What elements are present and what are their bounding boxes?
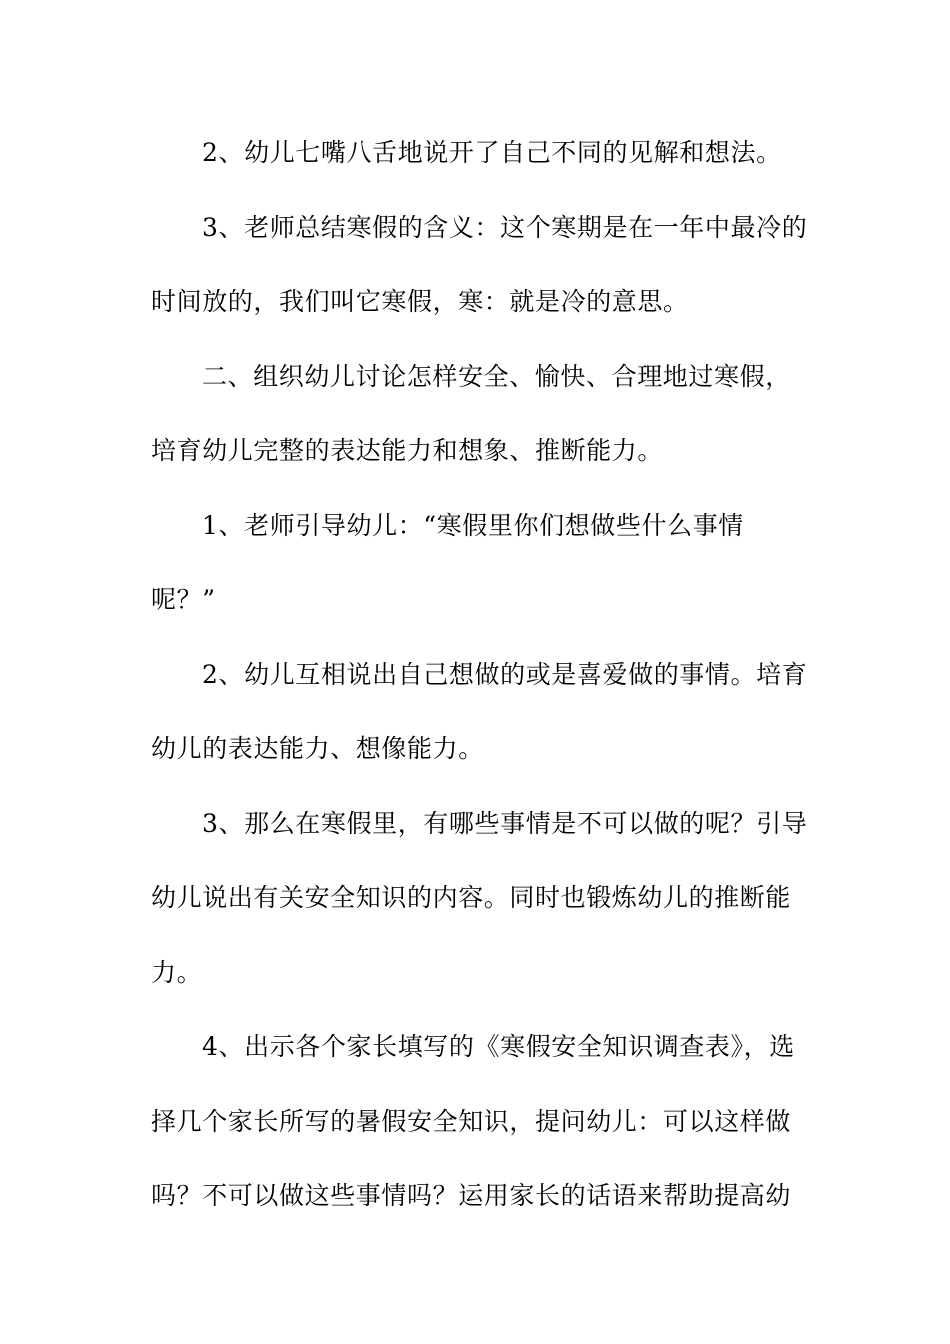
text-line: 1、老师引导幼儿：“寒假里你们想做些什么事情 [202, 510, 744, 540]
text-line: 择几个家长所写的暑假安全知识，提问幼儿：可以这样做 [151, 1106, 792, 1136]
text-line: 4、出示各个家长填写的《寒假安全知识调查表》，选 [202, 1032, 795, 1061]
text-line: 2、幼儿七嘴八舌地说开了自己不同的见解和想法。 [202, 138, 782, 167]
text-line: 3、那么在寒假里，有哪些事情是不可以做的呢？引导 [202, 808, 808, 838]
text-line: 2、幼儿互相说出自己想做的或是喜爱做的事情。培育 [202, 659, 808, 689]
text-line: 幼儿的表达能力、想像能力。 [151, 734, 484, 763]
text-line: 呢？” [151, 585, 216, 614]
document-body [151, 130, 811, 1248]
text-line: 二、组织幼儿讨论怎样安全、愉快、合理地过寒假， [202, 361, 791, 391]
text-line: 力。 [151, 957, 203, 987]
text-line: 培育幼儿完整的表达能力和想象、推断能力。 [151, 436, 664, 465]
text-line: 3、老师总结寒假的含义：这个寒期是在一年中最冷的 [202, 212, 808, 242]
text-line: 幼儿说出有关安全知识的内容。同时也锻炼幼儿的推断能 [151, 883, 792, 912]
text-line: 时间放的，我们叫它寒假，寒：就是冷的意思。 [151, 287, 689, 316]
text-line: 吗？不可以做这些事情吗？运用家长的话语来帮助提高幼 [151, 1181, 792, 1210]
